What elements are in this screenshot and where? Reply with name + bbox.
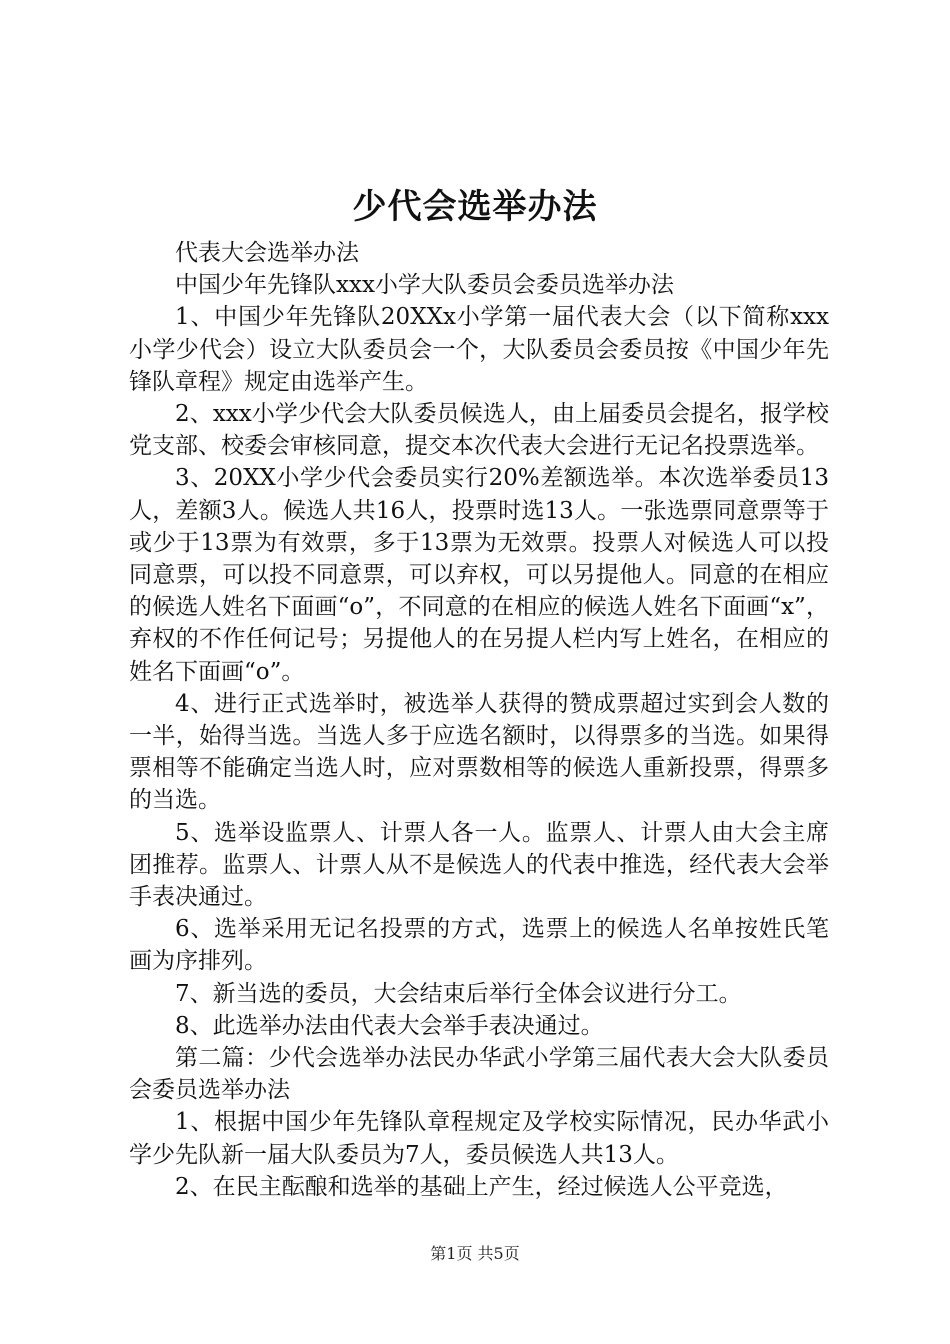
section-heading: 第二篇：少代会选举办法民办华武小学第三届代表大会大队委员会委员选举办法	[129, 1045, 829, 1104]
paragraph: 1、根据中国少年先锋队章程规定及学校实际情况，民办华武小学少先队新一届大队委员为7人，委员候选人共13人。	[129, 1109, 829, 1168]
paragraph: 1、中国少年先锋队20XXx小学第一届代表大会（以下简称xxx小学少代会）设立大队委员会一个，大队委员会委员按《中国少年先锋队章程》规定由选举产生。	[129, 304, 829, 395]
document-body	[129, 237, 829, 1203]
paragraph: 代表大会选举办法	[175, 240, 359, 266]
document-title: 少代会选举办法	[352, 187, 598, 227]
paragraph: 3、20XX小学少代会委员实行20%差额选举。本次选举委员13人，差额3人。候选人共16人，投票时选13人。一张选票同意票等于或少于13票为有效票，多于13票为无效票。投票人对候选人可以投同意票，可以投不同意票，可以弃权，可以另提他人。同意的在相应的候选人姓名下面画“o”，不同意的在相应的候选人姓名下面画“x”，弃权的不作任何记号；另提他人的在另提人栏内写上姓名，在相应的姓名下面画“o”。	[129, 465, 829, 685]
paragraph: 中国少年先锋队xxx小学大队委员会委员选举办法	[175, 272, 674, 299]
page-footer: 第1页 共5页	[430, 1244, 520, 1263]
paragraph: 2、在民主酝酿和选举的基础上产生，经过候选人公平竞选，	[175, 1173, 788, 1200]
paragraph: 4、进行正式选举时，被选举人获得的赞成票超过实到会人数的一半，始得当选。当选人多于应选名额时，以得票多的当选。如果得票相等不能确定当选人时，应对票数相等的候选人重新投票，得票多的当选。	[129, 690, 829, 814]
paragraph: 2、xxx小学少代会大队委员候选人，由上届委员会提名，报学校党支部、校委会审核同意，提交本次代表大会进行无记名投票选举。	[129, 401, 829, 460]
paragraph: 5、选举设监票人、计票人各一人。监票人、计票人由大会主席团推荐。监票人、计票人从不是候选人的代表中推选，经代表大会举手表决通过。	[129, 819, 829, 911]
paragraph: 8、此选举办法由代表大会举手表决通过。	[175, 1012, 604, 1039]
paragraph: 7、新当选的委员，大会结束后举行全体会议进行分工。	[175, 980, 742, 1007]
paragraph: 6、选举采用无记名投票的方式，选票上的候选人名单按姓氏笔画为序排列。	[129, 916, 829, 975]
